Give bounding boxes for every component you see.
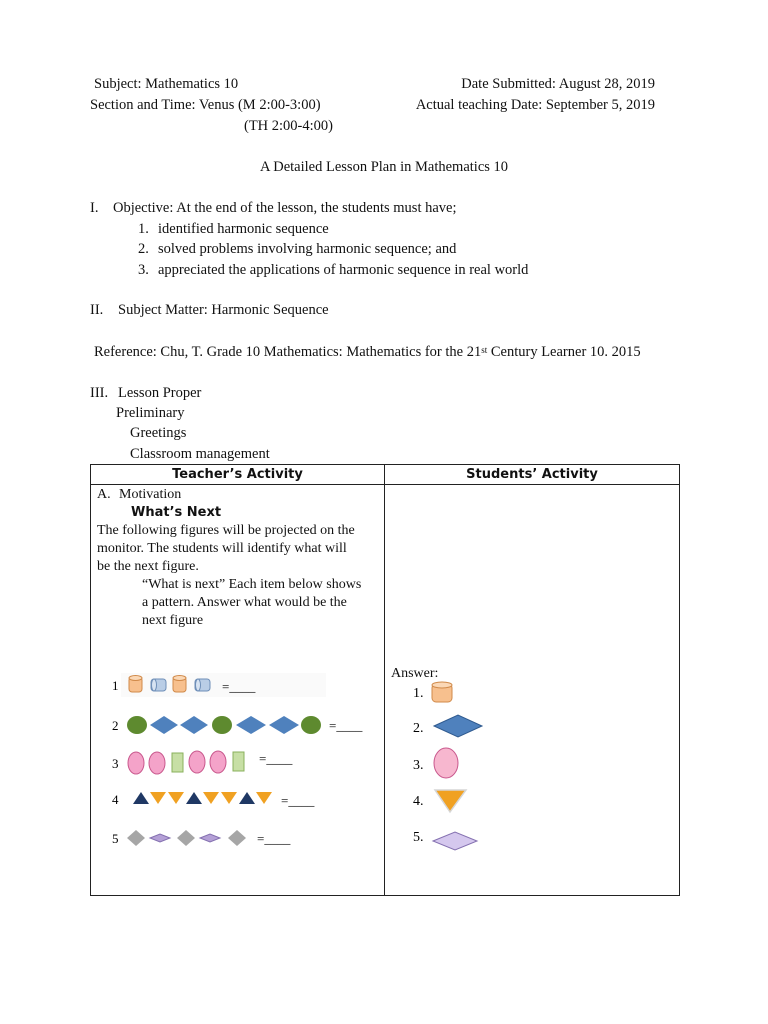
- objective-item-1: identified harmonic sequence: [158, 221, 329, 237]
- objective-item-2: solved problems involving harmonic sequence; and: [158, 241, 457, 257]
- orange-triangle-icon: [221, 792, 237, 804]
- subject-matter: Subject Matter: Harmonic Sequence: [118, 302, 329, 318]
- date-submitted: Date Submitted: August 28, 2019: [461, 76, 655, 92]
- pattern-row-4: [112, 792, 315, 808]
- instruction-line-3: be the next figure.: [97, 559, 199, 574]
- answer-1-number: 1.: [413, 686, 424, 701]
- greetings: Greetings: [130, 425, 187, 441]
- lesson-numeral: III.: [90, 385, 109, 401]
- prompt-line-3: next figure: [142, 613, 204, 628]
- gray-diamond-icon: [228, 830, 246, 846]
- orange-triangle-icon: [168, 792, 184, 804]
- orange-triangle-icon: [435, 790, 466, 812]
- objective-item-2-num: 2.: [138, 241, 149, 257]
- document-title: A Detailed Lesson Plan in Mathematics 10: [259, 159, 509, 175]
- orange-cylinder-icon: [129, 676, 142, 693]
- answer-2-number: 2.: [413, 721, 424, 736]
- answer-3-number: 3.: [413, 758, 424, 773]
- navy-triangle-icon: [239, 792, 255, 804]
- pattern-3-number: 3: [112, 756, 119, 771]
- whats-next-title: What’s Next: [131, 505, 222, 520]
- lesson-title: Lesson Proper: [118, 385, 202, 401]
- pattern-1-blank: =____: [222, 679, 256, 694]
- teacher-activity-cell: [91, 485, 385, 896]
- pattern-5-number: 5: [112, 831, 119, 846]
- gray-diamond-icon: [177, 830, 195, 846]
- teaching-date: Actual teaching Date: September 5, 2019: [415, 97, 655, 113]
- pattern-row-5: [112, 830, 291, 846]
- pattern-5-blank: =____: [257, 831, 291, 846]
- pink-ellipse-icon: [128, 752, 144, 774]
- students-activity-cell: [385, 485, 680, 896]
- section-time-th: (TH 2:00-4:00): [244, 118, 333, 134]
- students-activity-header: Students’ Activity: [385, 465, 680, 485]
- green-rectangle-icon: [172, 753, 183, 772]
- blue-diamond-icon: [269, 716, 299, 734]
- objective-text: Objective: At the end of the lesson, the students must have;: [113, 200, 457, 216]
- blue-cylinder-icon: [195, 679, 210, 691]
- orange-cylinder-icon: [432, 682, 452, 702]
- green-circle-icon: [212, 716, 232, 734]
- subject-line: Subject: Mathematics 10: [94, 76, 239, 92]
- blue-diamond-icon: [236, 716, 266, 734]
- answer-figures: [385, 675, 585, 875]
- pattern-4-number: 4: [112, 792, 119, 807]
- preliminary: Preliminary: [116, 405, 185, 421]
- navy-triangle-icon: [186, 792, 202, 804]
- pattern-row-3: [112, 751, 293, 774]
- pattern-2-number: 2: [112, 718, 119, 733]
- pattern-row-1: [112, 673, 326, 697]
- pattern-1-number: 1: [112, 678, 119, 693]
- instruction-line-1: The following figures will be projected on the: [97, 523, 355, 538]
- blue-diamond-icon: [434, 715, 482, 737]
- pattern-2-blank: =____: [329, 718, 363, 733]
- pattern-figures: [91, 663, 383, 863]
- pink-ellipse-icon: [189, 751, 205, 773]
- purple-diamond-icon: [433, 832, 477, 850]
- navy-triangle-icon: [133, 792, 149, 804]
- objective-item-3: appreciated the applications of harmonic sequence in real world: [158, 262, 529, 278]
- reference: Reference: Chu, T. Grade 10 Mathematics: Mathematics for the 21st Century Learner 10. 2015: [94, 344, 641, 360]
- motivation-title: Motivation: [119, 487, 182, 502]
- objective-item-3-num: 3.: [138, 262, 149, 278]
- blue-cylinder-icon: [151, 679, 166, 691]
- pattern-3-blank: =____: [259, 751, 293, 766]
- green-rectangle-icon: [233, 752, 244, 771]
- pink-ellipse-icon: [434, 748, 458, 778]
- answer-5-number: 5.: [413, 830, 424, 845]
- subject-matter-numeral: II.: [90, 302, 104, 318]
- teacher-activity-header: Teacher’s Activity: [91, 465, 385, 485]
- green-circle-icon: [301, 716, 321, 734]
- activity-table: [90, 464, 680, 896]
- motivation-label: A.: [97, 487, 111, 502]
- pattern-row-2: [112, 716, 363, 734]
- orange-cylinder-icon: [173, 676, 186, 693]
- orange-triangle-icon: [203, 792, 219, 804]
- blue-diamond-icon: [180, 716, 208, 734]
- blue-diamond-icon: [150, 716, 178, 734]
- answer-4-number: 4.: [413, 794, 424, 809]
- section-time: Section and Time: Venus (M 2:00-3:00): [90, 97, 321, 113]
- instruction-line-2: monitor. The students will identify what will: [97, 541, 347, 556]
- objective-numeral: I.: [90, 200, 99, 216]
- prompt-line-1: “What is next” Each item below shows: [142, 577, 362, 592]
- green-circle-icon: [127, 716, 147, 734]
- orange-triangle-icon: [256, 792, 272, 804]
- orange-triangle-icon: [150, 792, 166, 804]
- purple-diamond-icon: [200, 834, 220, 842]
- pattern-4-blank: =____: [281, 793, 315, 808]
- classroom-management: Classroom management: [130, 446, 270, 462]
- answer-label: Answer:: [391, 666, 439, 681]
- pink-ellipse-icon: [149, 752, 165, 774]
- objective-item-1-num: 1.: [138, 221, 149, 237]
- purple-diamond-icon: [150, 834, 170, 842]
- prompt-line-2: a pattern. Answer what would be the: [142, 595, 347, 610]
- pink-ellipse-icon: [210, 751, 226, 773]
- gray-diamond-icon: [127, 830, 145, 846]
